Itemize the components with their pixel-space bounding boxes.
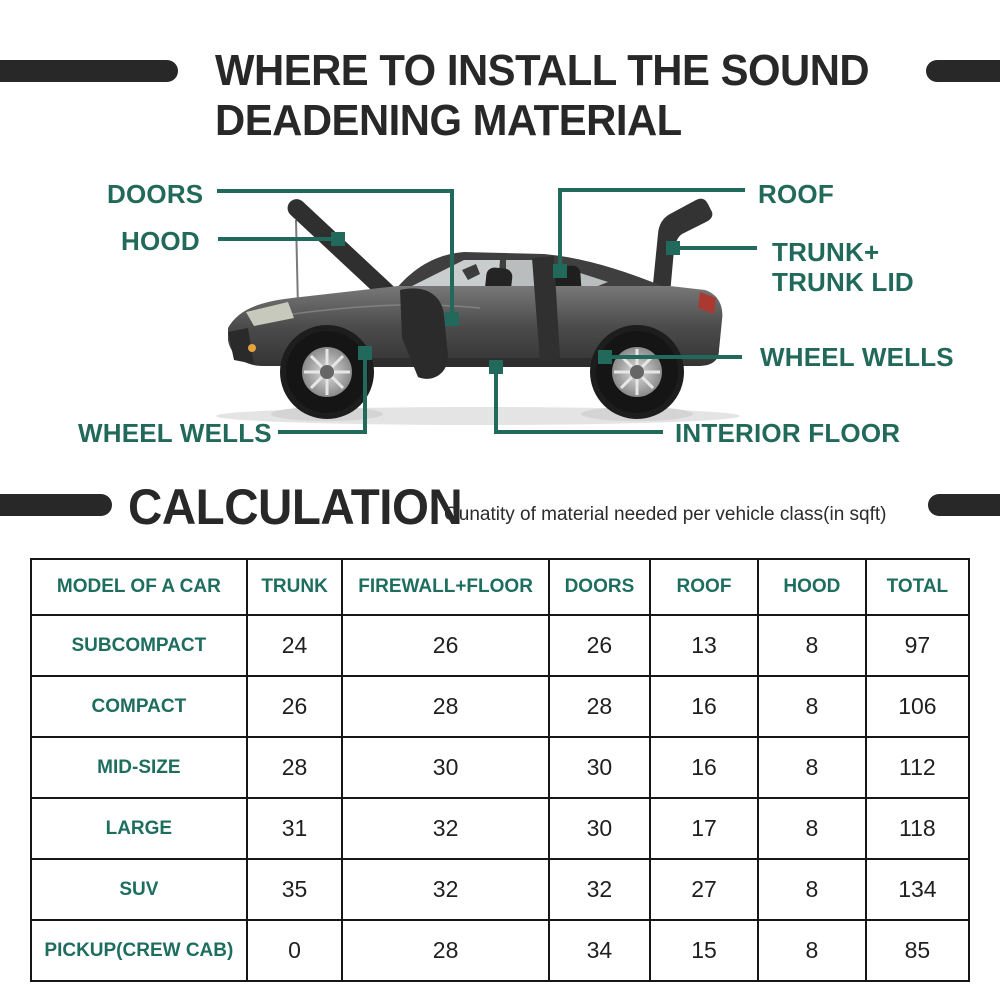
wheel-wells-left-line-v [363,352,367,432]
wheel-wells-left-line-h [278,430,367,434]
table-cell: 8 [758,615,866,676]
table-cell: 26 [342,615,548,676]
doors-connector-line-h [217,189,454,193]
page-title-line1: WHERE TO INSTALL THE SOUND [215,46,870,95]
label-trunk-line2: TRUNK LID [772,267,914,297]
table-row-compact [31,676,969,737]
table-cell: 35 [247,859,343,920]
table-cell: 30 [549,737,650,798]
table-cell: 32 [342,798,548,859]
table-cell: 8 [758,798,866,859]
label-hood: HOOD [121,226,200,256]
column-header-model: MODEL OF A CAR [31,559,247,615]
roof-connector-line-v [558,188,562,270]
table-cell: 0 [247,920,343,981]
table-row-suv [31,859,969,920]
table-cell: 16 [650,676,758,737]
interior-floor-line-v [494,366,498,432]
column-header-total: TOTAL [866,559,969,615]
table-cell: 97 [866,615,969,676]
table-cell: 118 [866,798,969,859]
row-label: SUBCOMPACT [31,615,247,676]
table-cell: 16 [650,737,758,798]
doors-connector-line-v [450,189,454,318]
wheel-wells-right-line [606,355,742,359]
title-bar-left [0,60,178,82]
label-roof: ROOF [758,179,834,209]
table-cell: 26 [549,615,650,676]
table-cell: 15 [650,920,758,981]
table-cell: 32 [342,859,548,920]
page-title-line2: DEADENING MATERIAL [215,96,682,145]
roof-marker [553,264,567,278]
table-cell: 8 [758,737,866,798]
row-label: LARGE [31,798,247,859]
hood-connector-line [218,237,340,241]
row-label: MID-SIZE [31,737,247,798]
column-header-firewall-floor: FIREWALL+FLOOR [342,559,548,615]
column-header-trunk: TRUNK [247,559,343,615]
table-cell: 31 [247,798,343,859]
table-cell: 13 [650,615,758,676]
table-row-subcompact [31,615,969,676]
roof-connector-line-h [558,188,745,192]
table-cell: 30 [549,798,650,859]
table-cell: 32 [549,859,650,920]
table-cell: 28 [342,676,548,737]
front-wheel [280,325,374,419]
table-cell: 17 [650,798,758,859]
table-cell: 8 [758,676,866,737]
label-trunk-line1: TRUNK+ [772,237,880,267]
calculation-title: CALCULATION [128,479,463,535]
table-row-mid-size [31,737,969,798]
label-interior-floor: INTERIOR FLOOR [675,418,901,448]
table-cell: 24 [247,615,343,676]
label-wheel-wells-right: WHEEL WELLS [760,342,954,372]
label-trunk [772,237,914,297]
column-header-roof: ROOF [650,559,758,615]
table-cell: 34 [549,920,650,981]
table-cell: 85 [866,920,969,981]
table-cell: 112 [866,737,969,798]
table-cell: 30 [342,737,548,798]
doors-marker [445,312,459,326]
calc-bar-right [928,494,1000,516]
table-header-row [31,559,969,615]
row-label: PICKUP(CREW CAB) [31,920,247,981]
row-label: COMPACT [31,676,247,737]
interior-floor-line-h [494,430,663,434]
calc-bar-left [0,494,112,516]
table-cell: 8 [758,859,866,920]
title-bar-right [926,60,1000,82]
page-title [215,46,869,146]
rear-wheel [590,325,684,419]
column-header-doors: DOORS [549,559,650,615]
calculation-subtitle: Qunatity of material needed per vehicle class(in sqft) [444,504,887,525]
table-cell: 28 [247,737,343,798]
table-row-large [31,798,969,859]
table-cell: 27 [650,859,758,920]
fog-light [248,344,256,352]
label-doors: DOORS [107,179,204,209]
car-image [200,190,760,430]
table-row-pickup [31,920,969,981]
row-label: SUV [31,859,247,920]
table-cell: 26 [247,676,343,737]
label-wheel-wells-left: WHEEL WELLS [78,418,272,448]
table-cell: 134 [866,859,969,920]
table-cell: 106 [866,676,969,737]
table-cell: 28 [342,920,548,981]
column-header-hood: HOOD [758,559,866,615]
material-table [30,558,970,982]
hood-marker [331,232,345,246]
trunk-connector-line [673,246,757,250]
table-cell: 28 [549,676,650,737]
table-cell: 8 [758,920,866,981]
